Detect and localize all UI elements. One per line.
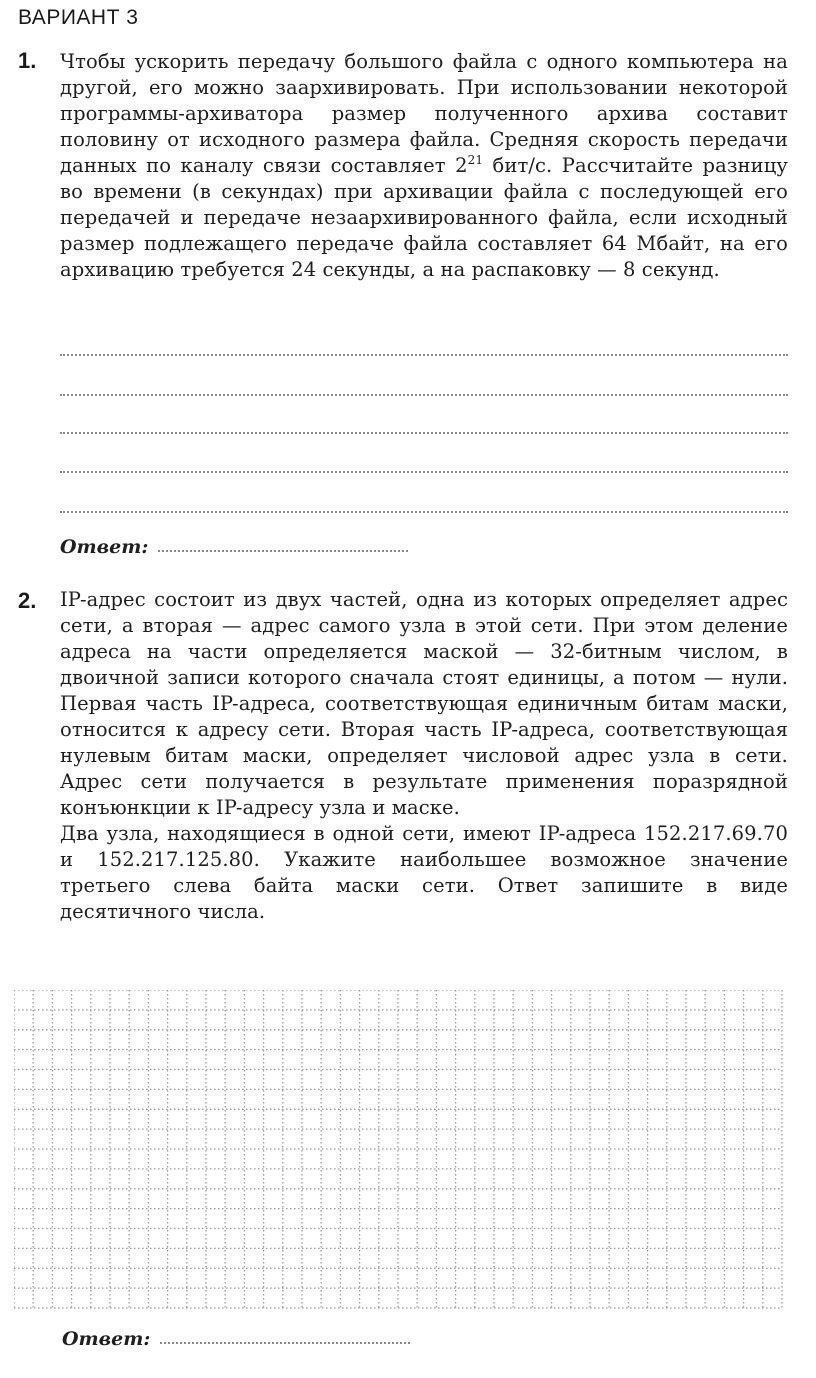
power-base: 2 bbox=[455, 154, 468, 177]
power-exponent: 21 bbox=[467, 153, 484, 167]
task-1-number: 1. bbox=[18, 48, 37, 73]
task-1-answer-field[interactable] bbox=[158, 548, 408, 552]
variant-title: ВАРИАНТ 3 bbox=[18, 6, 139, 29]
answer-writing-line[interactable] bbox=[60, 471, 788, 473]
task-1-paragraph-head: Чтобы ускорить передачу большого файла с одного компьютера на другой, его можно заархивировать. При использовании некоторой программы-архиватора размер полученного архива составит половину от исходного размера файла. Средняя скорость передачи данных по каналу связи составляет bbox=[60, 50, 788, 177]
task-2-answer-label: Ответ: bbox=[62, 1328, 151, 1350]
scratch-grid[interactable] bbox=[14, 990, 784, 1312]
task-1-paragraph-tail: бит/с. Рассчитайте разницу во времени (в секундах) при архивации файла с последующей его передачей и передаче незаархивированного файла, если исходный размер подлежащего передаче файла составляет 64 Мбайт, на его архивацию требуется 24 секунды, а на распаковку — 8 секунд. bbox=[60, 154, 788, 281]
answer-writing-line[interactable] bbox=[60, 354, 788, 356]
answer-writing-line[interactable] bbox=[60, 511, 788, 513]
task-1-text bbox=[60, 49, 788, 283]
task-1-paragraph bbox=[60, 49, 788, 283]
task-1-answer-label: Ответ: bbox=[60, 536, 149, 558]
answer-writing-line[interactable] bbox=[60, 394, 788, 396]
task-2-paragraph: Два узла, находящиеся в одной сети, имеют IP-адреса 152.217.69.70 и 152.217.125.80. Укажите наибольшее возможное значение третьего слева байта маски сети. Ответ запишите в виде десятичного числа. bbox=[60, 822, 788, 923]
task-2-answer-row bbox=[62, 1322, 410, 1350]
task-1-answer-row bbox=[60, 530, 408, 558]
answer-writing-line[interactable] bbox=[60, 432, 788, 434]
task-2-text bbox=[60, 587, 788, 925]
task-1-power bbox=[455, 154, 483, 177]
task-2-answer-field[interactable] bbox=[160, 1340, 410, 1344]
task-2-number: 2. bbox=[18, 588, 37, 613]
task-2-paragraph: IP-адрес состоит из двух частей, одна из которых определяет адрес сети, а вторая — адрес самого узла в этой сети. При этом деление адреса на части определяется маской — 32-битным числом, в двоичной записи которого сначала стоят единицы, а потом — нули. Первая часть IP-адреса, соответствующая единичным битам маски, относится к адресу сети. Вторая часть IP-адреса, соответствующая нулевым битам маски, определяет числовой адрес узла в сети. Адрес сети получается в результате применения поразрядной конъюнкции к IP-адресу узла и маске. bbox=[60, 588, 788, 819]
